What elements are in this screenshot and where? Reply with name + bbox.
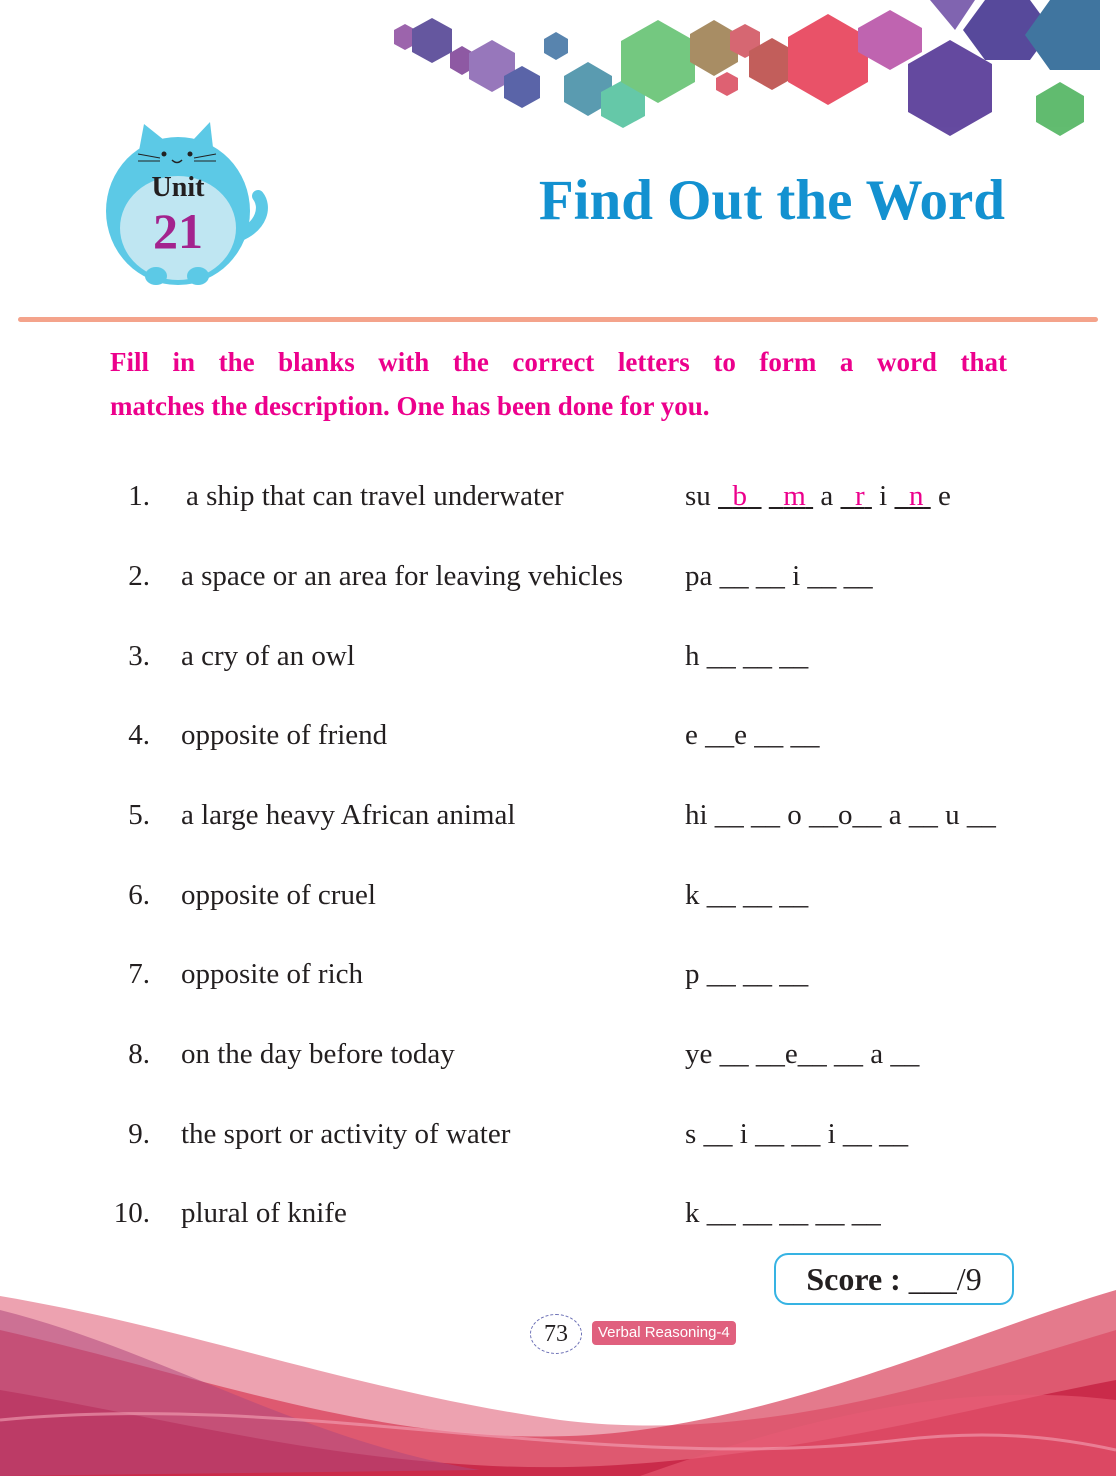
question-description: a cry of an owl — [181, 640, 355, 672]
question-description: plural of knife — [181, 1197, 347, 1229]
question-number: 4. — [128, 719, 150, 751]
question-row — [0, 958, 1116, 998]
answer-blanks[interactable]: k __ __ __ — [685, 879, 809, 911]
question-description: on the day before today — [181, 1038, 455, 1070]
question-description: the sport or activity of water — [181, 1118, 511, 1150]
question-number: 3. — [128, 640, 150, 672]
question-description: a space or an area for leaving vehicles — [181, 560, 624, 592]
answer-blanks[interactable]: p __ __ __ — [685, 958, 809, 990]
answer-blanks[interactable]: hi __ __ o __o__ a __ u __ — [685, 799, 996, 831]
answer-blanks[interactable]: s __ i __ __ i __ __ — [685, 1118, 909, 1150]
question-number: 9. — [128, 1118, 150, 1150]
question-row — [0, 1038, 1116, 1078]
page-title: Find Out the Word — [538, 169, 1005, 232]
page-number: 73 — [530, 1314, 582, 1354]
score-total[interactable]: ___/9 — [908, 1260, 982, 1297]
question-row — [0, 480, 1116, 520]
score-box — [774, 1253, 1014, 1305]
question-number: 1. — [128, 480, 150, 512]
question-row — [0, 799, 1116, 839]
score-label: Score : — [806, 1260, 901, 1297]
answer-blanks[interactable]: su b m a r i n e — [685, 480, 951, 512]
question-row — [0, 1118, 1116, 1158]
question-row — [0, 1197, 1116, 1237]
question-description: opposite of rich — [181, 958, 364, 990]
unit-label: Unit — [151, 172, 205, 203]
answer-blanks[interactable]: ye __ __e__ __ a __ — [685, 1038, 920, 1070]
answer-blanks[interactable]: pa __ __ i __ __ — [685, 560, 873, 592]
question-number: 7. — [128, 958, 150, 990]
question-description: a large heavy African animal — [181, 799, 516, 831]
question-description: opposite of friend — [181, 719, 388, 751]
question-row — [0, 719, 1116, 759]
instruction-line-1: Fill in the blanks with the correct letters to form a word that — [110, 347, 1007, 377]
answer-blanks[interactable]: k __ __ __ __ __ — [685, 1197, 881, 1229]
answer-blanks[interactable]: e __e __ __ — [685, 719, 820, 751]
question-number: 2. — [128, 560, 150, 592]
question-row — [0, 640, 1116, 680]
question-row — [0, 560, 1116, 600]
title-divider — [18, 317, 1098, 322]
question-number: 10. — [113, 1197, 150, 1229]
unit-number: 21 — [153, 203, 203, 259]
answer-blanks[interactable]: h __ __ __ — [685, 640, 809, 672]
instruction-text — [110, 340, 1007, 428]
question-number: 8. — [128, 1038, 150, 1070]
instruction-line-2: matches the description. One has been done for you. — [110, 391, 710, 421]
question-description: a ship that can travel underwater — [186, 480, 564, 512]
question-row — [0, 879, 1116, 919]
question-number: 6. — [128, 879, 150, 911]
question-description: opposite of cruel — [181, 879, 376, 911]
book-title-tag: Verbal Reasoning-4 — [592, 1321, 736, 1345]
question-number: 5. — [128, 799, 150, 831]
